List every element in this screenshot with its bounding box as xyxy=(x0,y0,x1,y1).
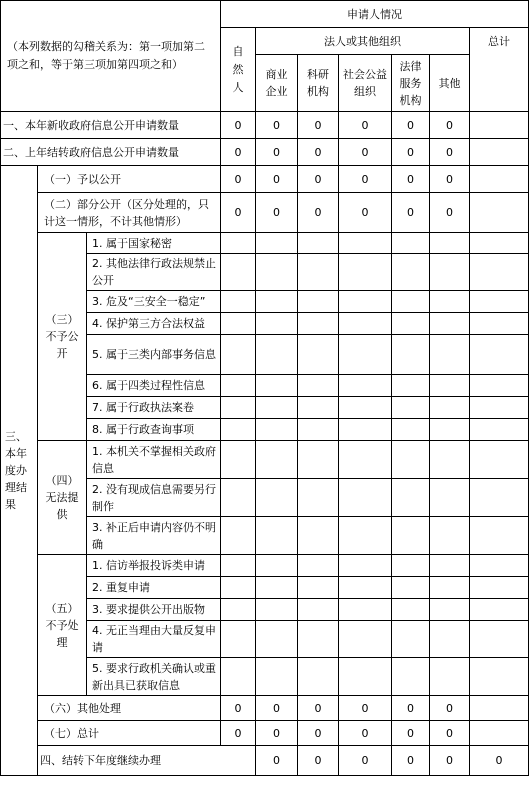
cell-value: 0 xyxy=(392,193,430,233)
sub-column-header: 科研机构 xyxy=(298,55,339,112)
empty-cell xyxy=(470,139,529,166)
cell-value: 0 xyxy=(430,696,470,721)
cell-value: 0 xyxy=(221,696,256,721)
empty-cell xyxy=(470,696,529,721)
sub-column-header: 其他 xyxy=(430,55,470,112)
item-label: 2. 其他法律行政法规禁止公开 xyxy=(87,254,221,291)
cell-value: 0 xyxy=(392,166,430,193)
cell-value: 0 xyxy=(430,721,470,746)
row-label: 一、本年新收政府信息公开申请数量 xyxy=(1,112,221,139)
item-label: 2. 重复申请 xyxy=(87,577,221,599)
sub-column-header: 法律服务机构 xyxy=(392,55,430,112)
natural-person-header: 自然人 xyxy=(221,28,256,112)
cell-value: 0 xyxy=(298,166,339,193)
cell-value: 0 xyxy=(221,166,256,193)
cell-value: 0 xyxy=(392,696,430,721)
cell-value: 0 xyxy=(256,139,298,166)
item-label: 1. 属于国家秘密 xyxy=(87,233,221,254)
cell-value: 0 xyxy=(470,746,529,776)
legal-org-header: 法人或其他组织 xyxy=(256,28,470,55)
subgroup-label: （三）不予公开 xyxy=(38,233,87,441)
cell-value: 0 xyxy=(430,166,470,193)
cell-value: 0 xyxy=(298,139,339,166)
item-label: 1. 本机关不掌握相关政府信息 xyxy=(87,441,221,479)
cell-value: 0 xyxy=(339,696,392,721)
item-label: 4. 保护第三方合法权益 xyxy=(87,313,221,335)
cell-value: 0 xyxy=(256,193,298,233)
row-label: （六）其他处理 xyxy=(38,696,221,721)
cell-value: 0 xyxy=(339,139,392,166)
item-label: 3. 要求提供公开出版物 xyxy=(87,599,221,621)
cell-value: 0 xyxy=(339,193,392,233)
sub-column-header: 社会公益组织 xyxy=(339,55,392,112)
cell-value: 0 xyxy=(430,139,470,166)
cell-value: 0 xyxy=(339,721,392,746)
empty-cell xyxy=(470,193,529,233)
applicant-info-header: 申请人情况 xyxy=(221,1,529,28)
sub-column-header: 商业企业 xyxy=(256,55,298,112)
cell-value: 0 xyxy=(298,696,339,721)
item-label: 3. 危及“三安全一稳定” xyxy=(87,291,221,313)
cell-value: 0 xyxy=(339,746,392,776)
cell-value: 0 xyxy=(430,193,470,233)
cell-value: 0 xyxy=(430,746,470,776)
empty-cell xyxy=(470,166,529,193)
empty-cell xyxy=(470,112,529,139)
item-label: 5. 属于三类内部事务信息 xyxy=(87,335,221,375)
cell-value: 0 xyxy=(256,721,298,746)
item-label: 2. 没有现成信息需要另行制作 xyxy=(87,479,221,517)
cell-value: 0 xyxy=(221,721,256,746)
item-label: 4. 无正当理由大量反复申请 xyxy=(87,621,221,658)
subgroup-label: （四）无法提供 xyxy=(38,441,87,555)
subgroup-label: （五）不予处理 xyxy=(38,555,87,696)
cell-value: 0 xyxy=(392,139,430,166)
item-label: 6. 属于四类过程性信息 xyxy=(87,375,221,397)
cell-value: 0 xyxy=(256,746,298,776)
item-label: 7. 属于行政执法案卷 xyxy=(87,397,221,419)
total-header: 总计 xyxy=(470,28,529,112)
row-label: 二、上年结转政府信息公开申请数量 xyxy=(1,139,221,166)
item-label: 8. 属于行政查询事项 xyxy=(87,419,221,441)
cell-value: 0 xyxy=(392,112,430,139)
section3-label: 三、本年度办理结果 xyxy=(1,166,38,776)
cell-value: 0 xyxy=(221,139,256,166)
item-label: 5. 要求行政机关确认或重新出具已获取信息 xyxy=(87,658,221,696)
cell-value: 0 xyxy=(298,746,339,776)
cell-value: 0 xyxy=(256,696,298,721)
cell-value: 0 xyxy=(392,746,430,776)
row-label: 四、结转下年度继续办理 xyxy=(38,746,256,776)
cell-value: 0 xyxy=(298,112,339,139)
cell-value: 0 xyxy=(256,166,298,193)
cell-value: 0 xyxy=(221,193,256,233)
empty-cell xyxy=(470,721,529,746)
cell-value: 0 xyxy=(298,193,339,233)
item-label: 3. 补正后申请内容仍不明确 xyxy=(87,517,221,555)
cell-value: 0 xyxy=(256,112,298,139)
row-label: （二）部分公开（区分处理的，只计这一情形，不计其他情形） xyxy=(38,193,221,233)
cell-value: 0 xyxy=(339,112,392,139)
cell-value: 0 xyxy=(221,112,256,139)
cell-value: 0 xyxy=(339,166,392,193)
cell-value: 0 xyxy=(430,112,470,139)
cell-value: 0 xyxy=(298,721,339,746)
item-label: 1. 信访举报投诉类申请 xyxy=(87,555,221,577)
cell-value: 0 xyxy=(392,721,430,746)
header-note: （本列数据的勾稽关系为：第一项加第二项之和，等于第三项加第四项之和） xyxy=(1,1,221,112)
row-label: （一）予以公开 xyxy=(38,166,221,193)
row-label: （七）总计 xyxy=(38,721,221,746)
